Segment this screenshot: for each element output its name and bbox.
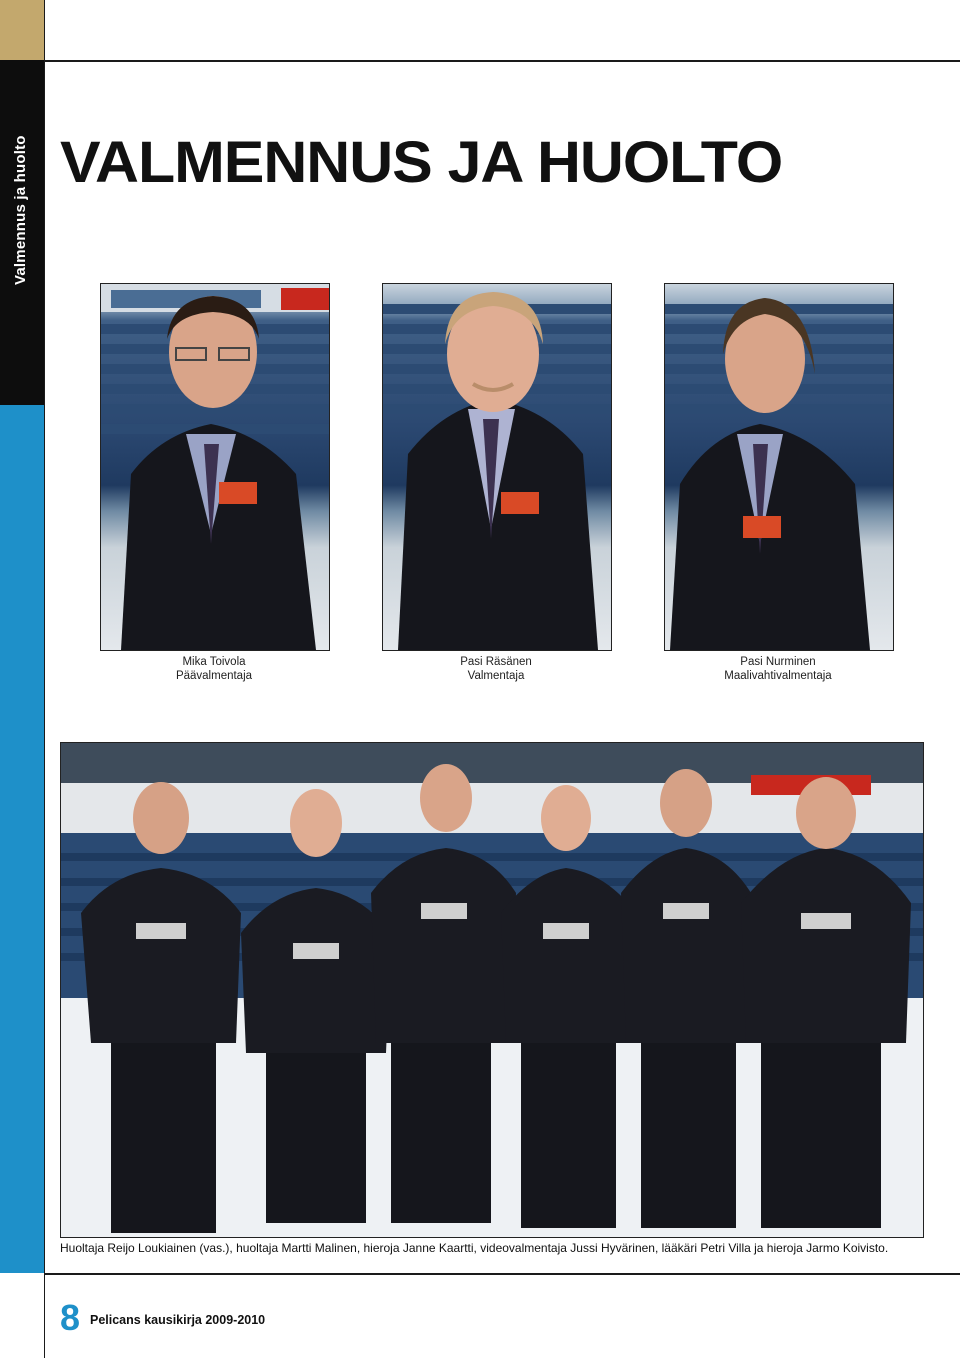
- group-photo-caption: Huoltaja Reijo Loukiainen (vas.), huoltaja Martti Malinen, hieroja Janne Kaartti, videovalmentaja Jussi Hyvärinen, lääkäri Petri Villa ja hieroja Jarmo Koivisto.: [60, 1241, 889, 1255]
- header-rule: [44, 60, 960, 62]
- sidebar-blue-band: [0, 405, 44, 1273]
- coach-role: Maalivahtivalmentaja: [724, 670, 832, 682]
- coach-role: Valmentaja: [467, 670, 525, 682]
- coach-caption-rasanen: [382, 655, 610, 683]
- coach-photo-rasanen: [382, 283, 612, 651]
- coach-name: Pasi Nurminen: [740, 656, 816, 668]
- publication-title: Pelicans kausikirja 2009-2010: [90, 1313, 266, 1327]
- page-title: VALMENNUS JA HUOLTO: [60, 130, 783, 195]
- coach-name: Pasi Räsänen: [460, 656, 532, 668]
- sidebar-gold-block: [0, 0, 44, 60]
- sidebar-divider: [44, 0, 45, 1358]
- sidebar-section-label: Valmennus ja huolto: [12, 135, 29, 285]
- coach-role: Päävalmentaja: [175, 670, 253, 682]
- footer-rule: [44, 1273, 960, 1275]
- coach-photo-nurminen: [664, 283, 894, 651]
- page-number: 8: [60, 1297, 81, 1338]
- coach-name: Mika Toivola: [182, 656, 246, 668]
- coach-caption-nurminen: [664, 655, 892, 683]
- staff-group-photo: [60, 742, 924, 1238]
- coach-caption-toivola: [100, 655, 328, 683]
- coach-photo-toivola: [100, 283, 330, 651]
